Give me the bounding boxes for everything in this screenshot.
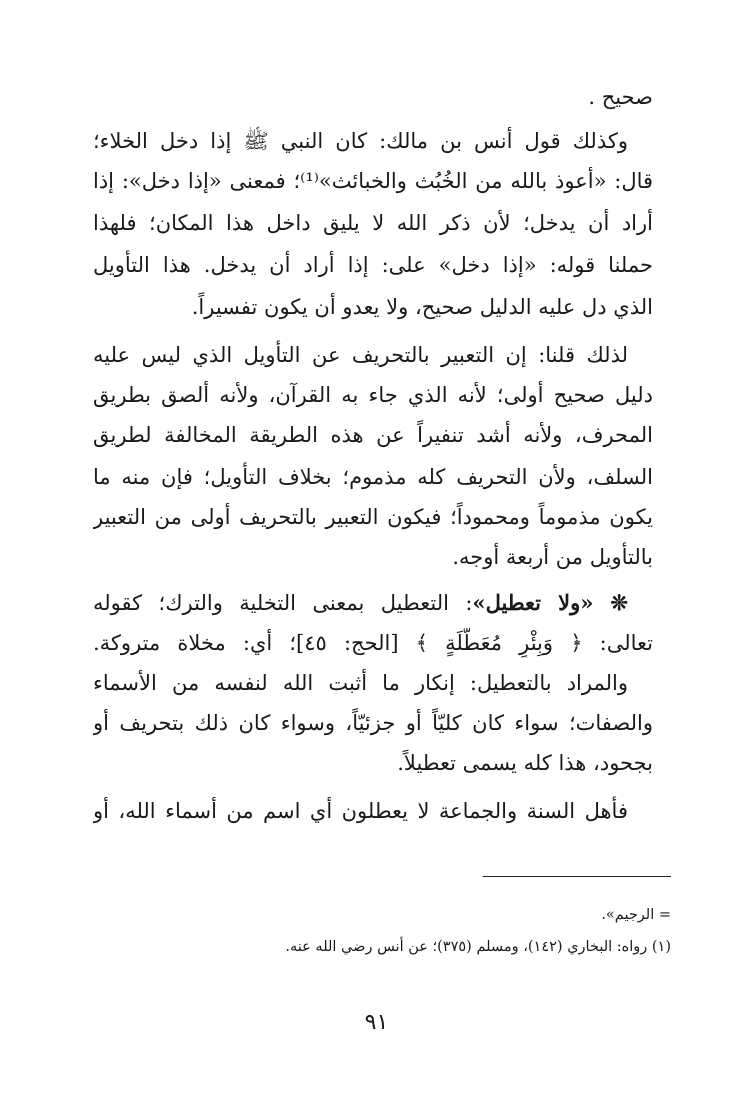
text-line: لذلك قلنا: إن التعبير بالتحريف عن التأويل الذي ليس عليه xyxy=(93,343,628,367)
text-line xyxy=(93,588,628,618)
footnote-line: (١) رواه: البخاري (١٤٢)، ومسلم (٣٧٥)؛ عن أنس رضي الله عنه. xyxy=(285,939,671,955)
text-line: يكون مذموماً ومحموداً؛ فيكون التعبير بالتحريف أولى من التعبير xyxy=(93,505,653,529)
text-line: دليل صحيح أولى؛ لأنه الذي جاء به القرآن، ولأنه ألصق بطريق xyxy=(93,383,653,407)
text-line: السلف، ولأن التحريف كله مذموم؛ بخلاف التأويل؛ فإن منه ما xyxy=(93,465,653,489)
text-line: والصفات؛ سواء كان كليّاً أو جزئيّاً، وسواء كان ذلك بتحريف أو xyxy=(93,711,653,735)
term-definition: : التعطيل بمعنى التخلية والترك؛ كقوله xyxy=(93,591,473,615)
text-line: الذي دل عليه الدليل صحيح، ولا يعدو أن يكون تفسيراً. xyxy=(191,295,653,319)
text-line: فأهل السنة والجماعة لا يعطلون أي اسم من أسماء الله، أو xyxy=(93,799,628,823)
term-heading: ❊ «ولا تعطيل» xyxy=(472,590,628,615)
text-line: حملنا قوله: «إذا دخل» على: إذا أراد أن يدخل. هذا التأويل xyxy=(93,253,653,277)
text-line: المحرف، ولأنه أشد تنفيراً عن هذه الطريقة المخالفة لطريق xyxy=(93,423,653,447)
text-line: قال: «أعوذ بالله من الخُبُث والخبائث»⁽¹⁾؛ فمعنى «إذا دخل»: إذا xyxy=(93,169,653,193)
page-number: ٩١ xyxy=(364,1010,389,1035)
text-line: تعالى: ﴿ وَبِئْرٍ مُعَطَّلَةٍ ﴾ [الحج: ٤٥]؛ أي: مخلاة متروكة. xyxy=(93,631,653,655)
text-line: صحيح . xyxy=(588,85,653,109)
text-line: وكذلك قول أنس بن مالك: كان النبي ﷺ إذا دخل الخلاء؛ xyxy=(93,129,628,153)
footnote-separator xyxy=(483,876,671,877)
text-line: أراد أن يدخل؛ لأن ذكر الله لا يليق داخل هذا المكان؛ فلهذا xyxy=(93,211,653,235)
text-line: والمراد بالتعطيل: إنكار ما أثبت الله لنفسه من الأسماء xyxy=(93,671,628,695)
text-line: بالتأويل من أربعة أوجه. xyxy=(452,545,653,569)
footnote-line: = الرجيم». xyxy=(601,907,671,923)
text-line: بجحود، هذا كله يسمى تعطيلاً. xyxy=(397,751,653,775)
